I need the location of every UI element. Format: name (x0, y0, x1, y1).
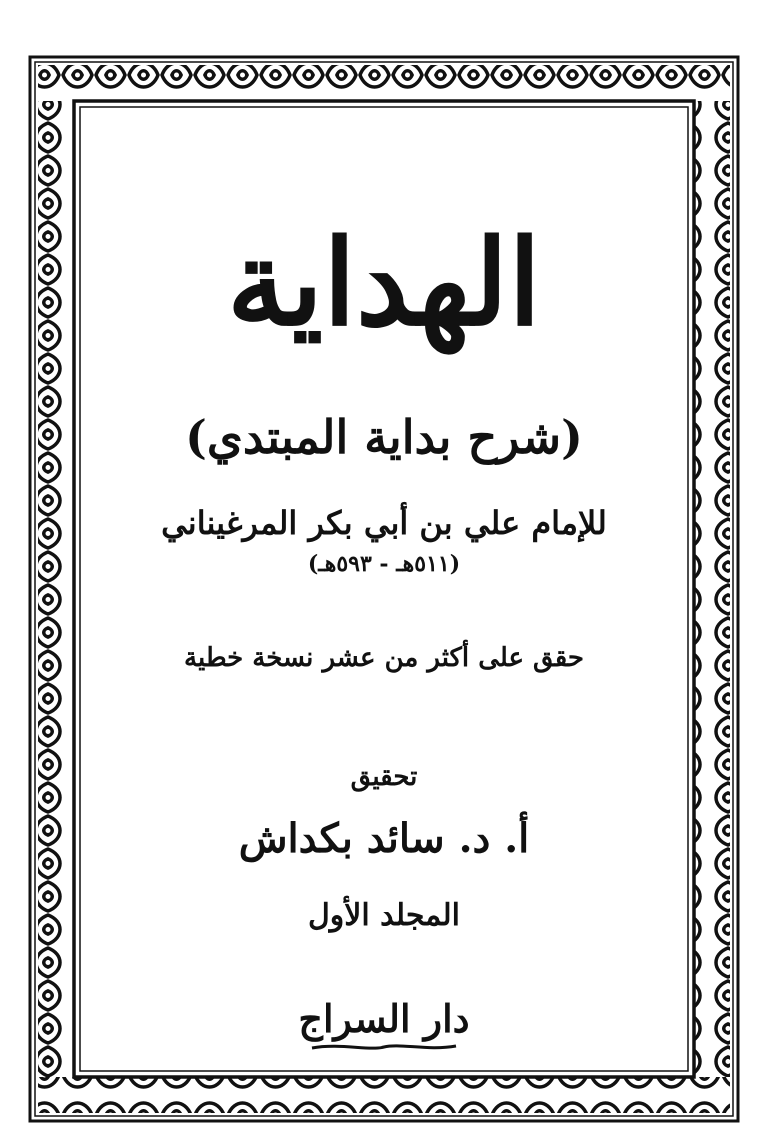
editor-name: أ. د. سائد بكداش (238, 815, 530, 862)
volume-label: المجلد الأول (307, 898, 461, 933)
manuscripts-note: حقق على أكثر من عشر نسخة خطية (184, 643, 584, 673)
publisher-underline-icon (310, 1042, 458, 1052)
editor-label: تحقيق (350, 762, 418, 792)
publisher-name: دار السراج (298, 996, 470, 1041)
author-dates: (٥١١هـ - ٥٩٣هـ) (307, 551, 461, 577)
book-title: الهداية (227, 213, 541, 352)
author-line: للإمام علي بن أبي بكر المرغيناني (161, 504, 607, 542)
book-subtitle: (شرح بداية المبتدي) (185, 410, 583, 464)
publisher-calligraphy-logo (296, 994, 472, 1056)
